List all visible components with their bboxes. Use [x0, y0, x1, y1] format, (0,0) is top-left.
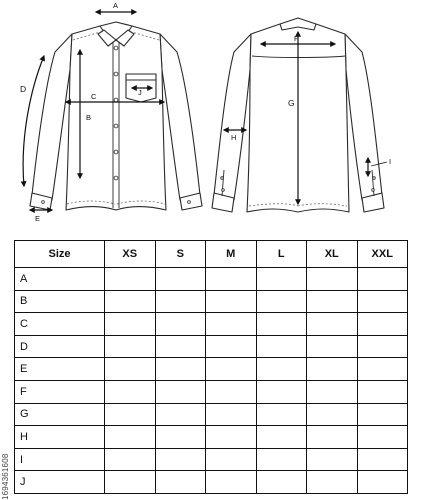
size-value-cell — [357, 471, 408, 494]
size-value-cell — [155, 313, 206, 336]
shirt-button — [114, 46, 118, 50]
measurement-row-label: E — [15, 358, 105, 381]
size-value-cell — [307, 380, 358, 403]
size-value-cell — [307, 290, 358, 313]
size-header-row — [15, 241, 408, 268]
size-value-cell — [155, 426, 206, 449]
size-header-xs: XS — [105, 241, 156, 268]
size-value-cell — [105, 313, 156, 336]
measurement-row-label: I — [15, 448, 105, 471]
measure-label-b: B — [86, 113, 92, 122]
size-value-cell — [307, 426, 358, 449]
measurement-row-label: B — [15, 290, 105, 313]
back-right-sleeve — [345, 34, 382, 200]
size-value-cell — [256, 358, 307, 381]
size-value-cell — [357, 358, 408, 381]
size-value-cell — [256, 426, 307, 449]
shirt-back-view — [212, 18, 391, 212]
size-value-cell — [155, 358, 206, 381]
front-body — [66, 26, 166, 210]
size-value-cell — [105, 358, 156, 381]
shirt-front-view — [20, 1, 202, 223]
size-value-cell — [105, 335, 156, 358]
size-value-cell — [357, 313, 408, 336]
back-left-sleeve — [214, 34, 251, 200]
size-value-cell — [105, 426, 156, 449]
measurement-row-e — [15, 358, 408, 381]
measure-label-j: J — [138, 88, 142, 97]
measurement-row-b — [15, 290, 408, 313]
size-value-cell — [155, 380, 206, 403]
size-value-cell — [206, 290, 257, 313]
size-value-cell — [206, 403, 257, 426]
size-value-cell — [256, 335, 307, 358]
shirt-button — [114, 150, 118, 154]
shirt-button — [114, 98, 118, 102]
size-value-cell — [155, 403, 206, 426]
shirt-illustration — [0, 0, 423, 230]
size-value-cell — [357, 290, 408, 313]
measurement-row-g — [15, 403, 408, 426]
size-value-cell — [357, 335, 408, 358]
size-value-cell — [307, 358, 358, 381]
size-value-cell — [357, 448, 408, 471]
size-value-cell — [307, 471, 358, 494]
size-value-cell — [155, 335, 206, 358]
size-value-cell — [155, 290, 206, 313]
size-header-xl: XL — [307, 241, 358, 268]
measurement-row-j — [15, 471, 408, 494]
measurement-row-label: F — [15, 380, 105, 403]
size-value-cell — [155, 448, 206, 471]
size-value-cell — [307, 313, 358, 336]
measurement-row-label: A — [15, 268, 105, 291]
measure-label-h: H — [231, 133, 237, 142]
size-value-cell — [206, 358, 257, 381]
size-value-cell — [105, 471, 156, 494]
size-value-cell — [206, 380, 257, 403]
size-value-cell — [206, 268, 257, 291]
size-chart-table — [14, 240, 408, 494]
size-chart-body — [15, 268, 408, 494]
size-value-cell — [206, 335, 257, 358]
size-value-cell — [307, 403, 358, 426]
size-value-cell — [357, 426, 408, 449]
size-value-cell — [105, 380, 156, 403]
size-value-cell — [155, 471, 206, 494]
size-value-cell — [155, 268, 206, 291]
measure-label-d: D — [20, 84, 27, 94]
measure-label-g: G — [288, 98, 295, 108]
measurement-row-label: C — [15, 313, 105, 336]
size-value-cell — [357, 380, 408, 403]
stock-image-id: 1694361608 — [1, 453, 10, 500]
size-value-cell — [256, 403, 307, 426]
size-value-cell — [256, 448, 307, 471]
size-value-cell — [105, 268, 156, 291]
measurement-row-h — [15, 426, 408, 449]
size-value-cell — [256, 471, 307, 494]
measurement-row-label: G — [15, 403, 105, 426]
measure-label-e: E — [35, 214, 41, 223]
shirt-button — [114, 124, 118, 128]
size-value-cell — [206, 313, 257, 336]
measurement-row-a — [15, 268, 408, 291]
size-header-s: S — [155, 241, 206, 268]
size-value-cell — [256, 380, 307, 403]
size-header-xxl: XXL — [357, 241, 408, 268]
size-value-cell — [307, 335, 358, 358]
size-header-l: L — [256, 241, 307, 268]
measurement-row-label: H — [15, 426, 105, 449]
size-value-cell — [206, 448, 257, 471]
front-right-sleeve — [160, 34, 200, 200]
size-value-cell — [357, 268, 408, 291]
measurement-row-f — [15, 380, 408, 403]
size-value-cell — [256, 268, 307, 291]
size-value-cell — [256, 290, 307, 313]
shirt-button — [114, 176, 118, 180]
size-value-cell — [206, 426, 257, 449]
size-header-m: M — [206, 241, 257, 268]
size-value-cell — [105, 290, 156, 313]
measurement-row-label: D — [15, 335, 105, 358]
size-column-header: Size — [15, 241, 105, 268]
measurement-row-label: J — [15, 471, 105, 494]
measurement-row-d — [15, 335, 408, 358]
size-value-cell — [105, 448, 156, 471]
measurement-row-c — [15, 313, 408, 336]
size-value-cell — [307, 448, 358, 471]
size-value-cell — [307, 268, 358, 291]
measure-label-i: I — [389, 157, 392, 166]
measure-label-f: F — [294, 34, 299, 43]
size-value-cell — [105, 403, 156, 426]
shirt-button — [114, 72, 118, 76]
size-value-cell — [256, 313, 307, 336]
front-left-sleeve — [32, 34, 72, 200]
measurement-row-i — [15, 448, 408, 471]
measure-label-a: A — [113, 1, 119, 10]
size-value-cell — [206, 471, 257, 494]
size-value-cell — [357, 403, 408, 426]
measure-label-c: C — [91, 92, 97, 101]
